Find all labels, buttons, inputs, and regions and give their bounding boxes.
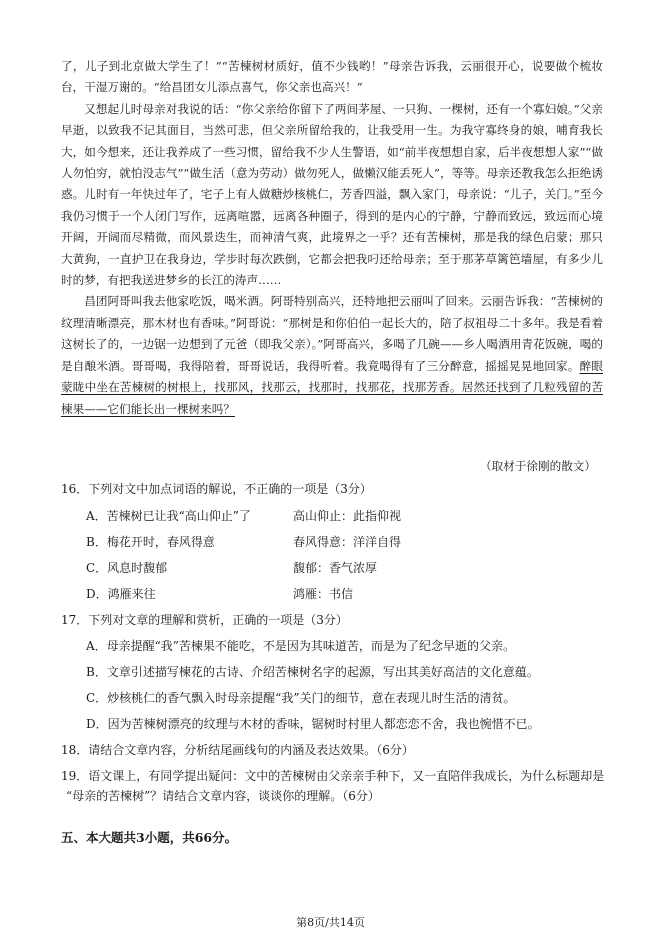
option-gloss: 馥郁：香气浓厚 <box>293 561 378 575</box>
question-16-option-d <box>86 586 606 602</box>
underlined-sentence: 醉眼蒙眬中坐在苦楝树的树根上，找那风，找那云，找那时，找那花，找那芳香。居然还找到了几粒残留的苦楝果——它们能长出一棵树来吗？ <box>61 358 603 416</box>
passage-source: （取材于徐刚的散文） <box>480 459 596 473</box>
option-gloss: 鸿雁：书信 <box>293 587 354 601</box>
question-16-option-c <box>86 560 606 576</box>
page-number: 第8页/共14页 <box>296 916 365 929</box>
option-text: C．风息时馥郁 <box>86 561 168 575</box>
passage-paragraph-3 <box>61 291 603 419</box>
option-text: A．苦楝树已让我“高山仰止”了 <box>86 509 251 523</box>
question-16-option-b <box>86 534 606 550</box>
question-16-option-a <box>86 508 606 524</box>
option-text: D．鸿雁来往 <box>86 587 156 601</box>
question-19-stem-line-2: “母亲的苦楝树”？请结合文章内容，谈谈你的理解。（6分） <box>66 789 380 803</box>
reading-passage <box>61 56 603 420</box>
question-17-option-c: C．炒核桃仁的香气飘入时母亲提醒“我”关门的细节，意在表现儿时生活的清贫。 <box>86 691 516 705</box>
question-17-option-d: D．因为苦楝树漂亮的纹理与木材的香味，锯树时村里人都恋恋不舍，我也惋惜不已。 <box>86 717 540 731</box>
option-gloss: 春风得意：洋洋自得 <box>293 535 402 549</box>
passage-paragraph-1: 了，儿子到北京做大学生了！”“苦楝树材质好，值不少钱哟！”母亲告诉我，云丽很开心，说要做个梳妆台，干湿万谢的。“给昌团女儿添点喜气，你父亲也高兴！” <box>61 59 603 95</box>
question-17-option-a: A．母亲提醒“我”苦楝果不能吃，不是因为其味道苦，而是为了纪念早逝的父亲。 <box>86 639 515 653</box>
question-19-stem-line-1: 19．语文课上，有同学提出疑问：文中的苦楝树由父亲亲手种下，又一直陪伴我成长，为什么标题却是 <box>61 769 605 783</box>
option-gloss: 高山仰止：此指仰视 <box>293 509 402 523</box>
passage-paragraph-2: 又想起儿时母亲对我说的话：“你父亲给你留下了两间茅屋、一只狗、一棵树，还有一个寡妇娘。”父亲早逝，以致我不记其面目，当然可悲，但父亲所留给我的，让我受用一生。为我守寡终身的娘，哺育我长大，如今想来，还让我养成了一些习惯，留给我不少人生警语，如“前半夜想想自家，后半夜想想人家”“做人勿怕穷，就怕没志气”“做生活（意为劳动）做勿死人，做懒汉能丢死人”，等等。母亲还教我怎么拒绝诱惑。儿时有一年快过年了，宅子上有人做糖炒核桃仁，芳香四溢，飘入家门，母亲说：“儿子，关门。”至今我仍习惯于一个人闭门写作，远离喧嚣，远离各种圈子，得到的是内心的宁静，宁静而致远，致远而心境开阔，开阔而尽精微，而风景迭生，而神清气爽，此境界之一乎？还有苦楝树，那是我的绿色启蒙；那只大黄狗，一直护卫在我身边，学步时每次跌倒，它都会把我叼还给母亲；至于那茅草篱笆墙屋，有多少儿时的梦，有把我送进梦乡的长江的涛声…… <box>61 101 603 288</box>
passage-paragraph-3-text: 昌团阿哥叫我去他家吃饭，喝米酒。阿哥特别高兴，还特地把云丽叫了回来。云丽告诉我：“苦楝树的纹理清晰漂亮，那木材也有香味。”阿哥说：“那树是和你伯伯一起长大的，陪了叔祖母二十多年。我是看着这树长了的，一边锯一边想到了元爸（即我父亲）。”阿哥高兴，多喝了几碗——乡人喝酒用青花饭碗，喝的是自酿米酒。哥哥喝，我得陪着，哥哥说话，我得听着。我竟喝得有了三分醉意，摇摇晃晃地回家。 <box>61 294 603 373</box>
question-17-stem: 17．下列对文章的理解和赏析，正确的一项是（3分） <box>61 613 348 627</box>
question-17-option-b: B．文章引述描写楝花的古诗、介绍苦楝树名字的起源，写出其美好高洁的文化意蕴。 <box>86 665 539 679</box>
question-16-stem: 16．下列对文中加点词语的解说，不正确的一项是（3分） <box>61 482 372 496</box>
option-text: B．梅花开时，春风得意 <box>86 535 215 549</box>
section-heading: 五、本大题共3小题，共66分。 <box>61 830 238 845</box>
question-18-stem: 18．请结合文章内容，分析结尾画线句的内涵及表达效果。（6分） <box>61 743 414 757</box>
